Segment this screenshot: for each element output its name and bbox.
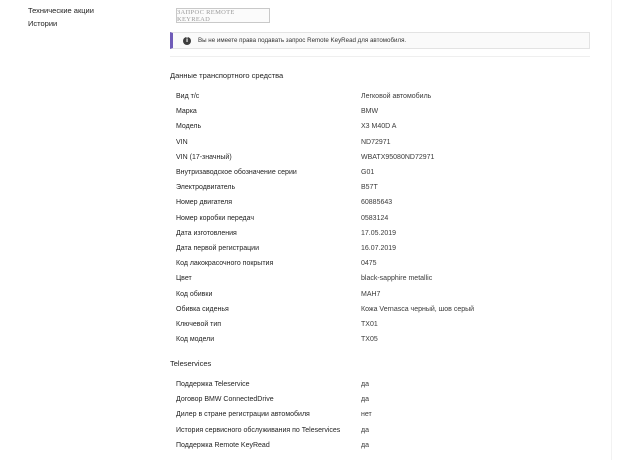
- notice-text: Вы не имеете права подавать запрос Remote KeyRead для автомобиля.: [198, 37, 407, 44]
- sidebar: [0, 0, 160, 460]
- row-value: TX01: [361, 321, 378, 328]
- row-label: Ключевой тип: [176, 321, 222, 328]
- table-row: [170, 139, 610, 154]
- row-label: Вид т/с: [176, 93, 200, 100]
- table-row: [170, 427, 610, 442]
- table-row: [170, 184, 610, 199]
- row-label: Внутризаводское обозначение серии: [176, 169, 297, 176]
- row-value: G01: [361, 169, 375, 176]
- row-label: Модель: [176, 123, 202, 131]
- row-label: VIN (17-значный): [176, 153, 232, 161]
- table-row: [170, 93, 610, 108]
- row-label: Электродвигатель: [176, 184, 236, 192]
- row-label: Дилер в стране регистрации автомобиля: [176, 411, 310, 419]
- row-label: Цвет: [176, 275, 192, 283]
- table-row: [170, 123, 610, 138]
- row-value: B57T: [361, 184, 378, 192]
- info-icon: i: [183, 37, 191, 45]
- row-value: TX05: [361, 336, 378, 344]
- row-label: Дата изготовления: [176, 229, 237, 237]
- table-row: [170, 154, 610, 169]
- row-value: нет: [361, 411, 372, 419]
- table-row: [170, 442, 610, 457]
- row-label: Код обивки: [176, 290, 213, 298]
- table-row: [170, 215, 610, 230]
- row-label: Обивка сиденья: [176, 305, 229, 313]
- row-label: Марка: [176, 108, 197, 116]
- row-label: Код модели: [176, 336, 215, 344]
- sidebar-item-technical-campaigns[interactable]: Технические акции: [28, 6, 94, 15]
- row-value: Кожа Vernasca черный, шов серый: [361, 305, 475, 313]
- table-row: [170, 275, 610, 290]
- page-edge-rule: [611, 0, 612, 460]
- table-row: [170, 321, 610, 336]
- row-value: WBATX95080ND72971: [361, 153, 435, 161]
- row-label: Номер коробки передач: [176, 214, 255, 222]
- row-label: VIN: [176, 138, 188, 146]
- main-content: [170, 0, 610, 460]
- row-value: 0475: [361, 260, 377, 268]
- table-row: [170, 108, 610, 123]
- table-row: [170, 199, 610, 214]
- row-value: да: [361, 426, 369, 434]
- row-value: ND72971: [361, 138, 391, 146]
- teleservices-section-title: Teleservices: [170, 359, 212, 368]
- table-row: [170, 306, 610, 321]
- row-label: Договор BMW ConnectedDrive: [176, 396, 274, 404]
- sidebar-item-histories[interactable]: Истории: [28, 19, 58, 28]
- row-value: 16.07.2019: [361, 245, 397, 252]
- table-row: [170, 245, 610, 260]
- row-value: 0583124: [361, 214, 389, 222]
- row-label: Дата первой регистрации: [176, 245, 259, 252]
- table-row: [170, 169, 610, 184]
- row-value: да: [361, 441, 369, 449]
- table-row: [170, 411, 610, 426]
- vehicle-section-title: Данные транспортного средства: [170, 71, 284, 80]
- table-row: [170, 381, 610, 396]
- row-value: 60885643: [361, 199, 393, 207]
- row-value: BMW: [361, 108, 379, 116]
- table-row: [170, 291, 610, 306]
- row-label: Код лакокрасочного покрытия: [176, 260, 274, 268]
- table-row: [170, 260, 610, 275]
- row-label: Поддержка Remote KeyRead: [176, 441, 270, 449]
- row-label: Поддержка Teleservice: [176, 381, 250, 388]
- table-row: [170, 230, 610, 245]
- row-value: MAH7: [361, 290, 381, 298]
- row-value: да: [361, 381, 369, 388]
- section-divider: [170, 56, 590, 57]
- permission-notice: [170, 32, 590, 49]
- row-label: Номер двигателя: [176, 199, 233, 207]
- row-value: Легковой автомобиль: [361, 93, 432, 100]
- row-value: 17.05.2019: [361, 229, 397, 237]
- remote-keyread-request-button[interactable]: ЗАПРОС REMOTE KEYREAD: [176, 8, 270, 23]
- row-value: black-sapphire metallic: [361, 275, 433, 283]
- table-row: [170, 336, 610, 351]
- row-value: да: [361, 396, 369, 404]
- row-label: История сервисного обслуживания по Teleservices: [176, 426, 341, 434]
- row-value: X3 M40D A: [361, 123, 397, 131]
- table-row: [170, 396, 610, 411]
